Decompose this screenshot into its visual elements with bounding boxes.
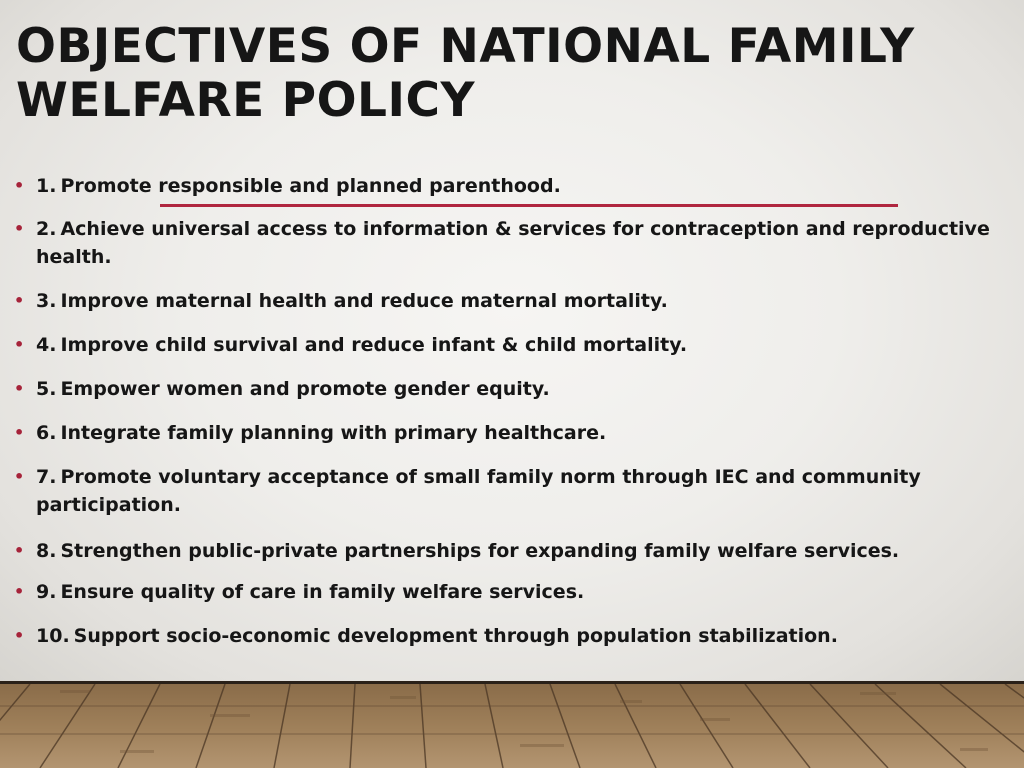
objective-text: Support socio-economic development through population stabilization.: [73, 625, 838, 647]
objective-text: Empower women and promote gender equity.: [60, 378, 550, 400]
objective-number: 1.: [36, 175, 57, 197]
objective-item-10: [14, 622, 1004, 650]
objective-item-8: [14, 537, 1004, 565]
bullet-icon: •: [14, 291, 25, 310]
objectives-list: [14, 172, 1004, 650]
bullet-icon: •: [14, 219, 25, 238]
objective-number: 10.: [36, 625, 70, 647]
bullet-icon: •: [14, 467, 25, 486]
objective-item-1: [14, 172, 1004, 200]
objective-text: Ensure quality of care in family welfare services.: [60, 581, 585, 603]
objective-number: 5.: [36, 378, 57, 400]
objective-item-5: [14, 375, 1004, 403]
objective-text: Promote responsible and planned parenthood.: [60, 175, 561, 197]
bullet-icon: •: [14, 626, 25, 645]
objective-item-4: [14, 331, 1004, 359]
objective-number: 8.: [36, 540, 57, 562]
accent-divider: [160, 204, 898, 207]
bullet-icon: •: [14, 582, 25, 601]
objective-text: Integrate family planning with primary healthcare.: [60, 422, 607, 444]
bullet-icon: •: [14, 541, 25, 560]
objective-text: Achieve universal access to information & services for contraception and reproductive health.: [36, 218, 990, 268]
bullet-icon: •: [14, 379, 25, 398]
objective-item-3: [14, 287, 1004, 315]
wood-floor: [0, 684, 1024, 768]
bullet-icon: •: [14, 335, 25, 354]
objective-number: 3.: [36, 290, 57, 312]
bullet-icon: •: [14, 423, 25, 442]
objective-item-2: [14, 215, 1004, 271]
objective-number: 7.: [36, 466, 57, 488]
slide-title: OBJECTIVES OF NATIONAL FAMILY WELFARE POLICY: [16, 19, 915, 128]
objective-text: Promote voluntary acceptance of small family norm through IEC and community participation.: [36, 466, 921, 516]
objective-number: 6.: [36, 422, 57, 444]
wood-floor-planks: [0, 684, 1024, 768]
objective-item-7: [14, 463, 1004, 519]
objective-item-6: [14, 419, 1004, 447]
objective-number: 2.: [36, 218, 57, 240]
objective-item-9: [14, 578, 1004, 606]
bullet-icon: •: [14, 176, 25, 195]
objective-text: Strengthen public-private partnerships for expanding family welfare services.: [60, 540, 900, 562]
objective-number: 9.: [36, 581, 57, 603]
objective-number: 4.: [36, 334, 57, 356]
objective-text: Improve maternal health and reduce maternal mortality.: [60, 290, 668, 312]
objective-text: Improve child survival and reduce infant & child mortality.: [60, 334, 688, 356]
